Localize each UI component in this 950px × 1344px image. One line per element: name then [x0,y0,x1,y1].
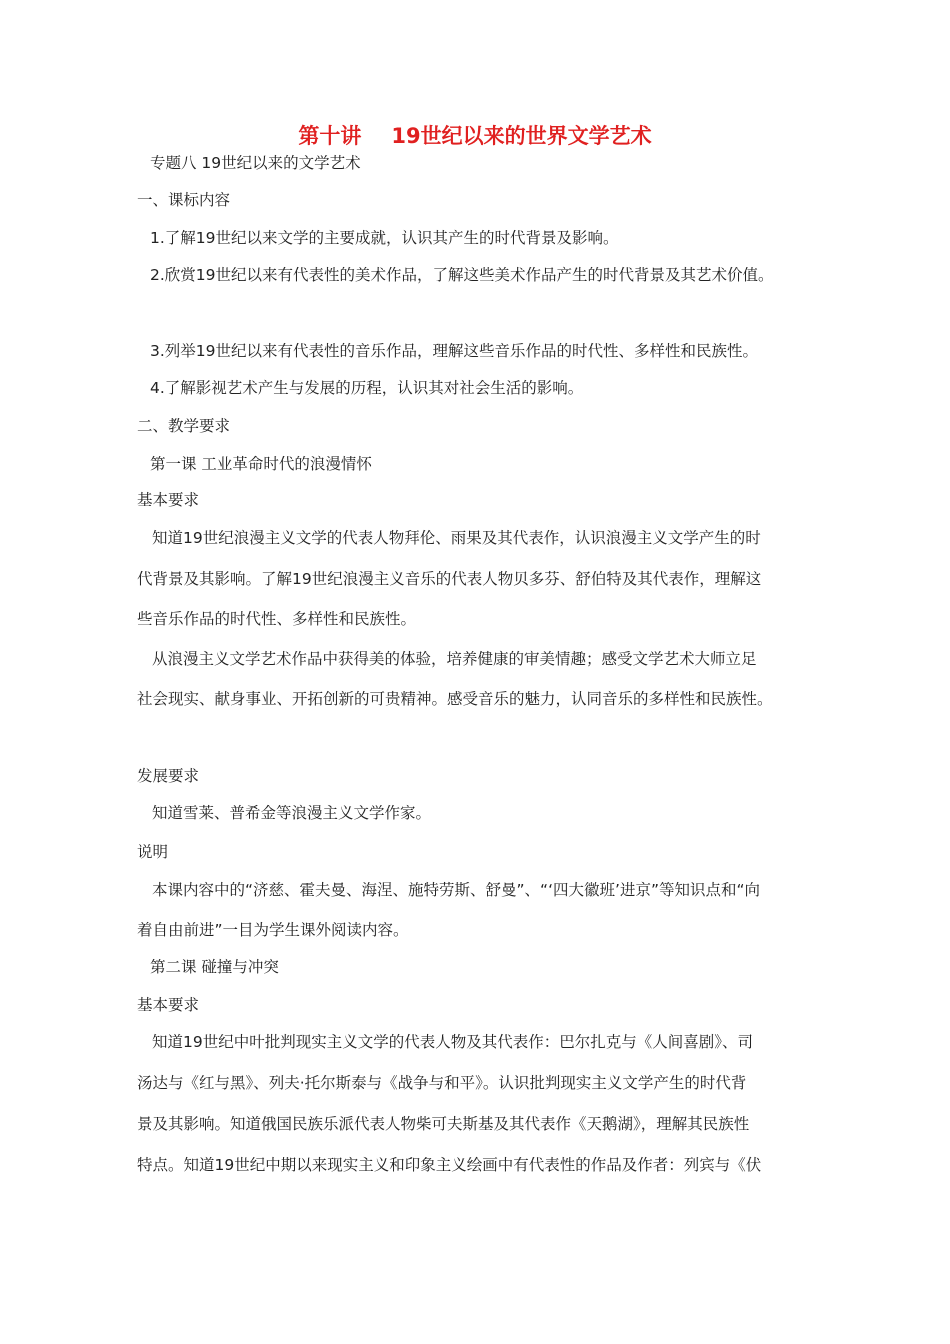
lesson1-basic-p1-line: 代背景及其影响。了解19世纪浪漫主义音乐的代表人物贝多芬、舒伯特及其代表作，理解这 [137,570,762,588]
lesson1-basic-p1-line: 些音乐作品的时代性、多样性和民族性。 [137,610,417,628]
lesson1-dev-text: 知道雪莱、普希金等浪漫主义文学作家。 [152,804,432,822]
lesson2-basic-p1-line: 景及其影响。知道俄国民族乐派代表人物柴可夫斯基及其代表作《天鹅湖》，理解其民族性 [137,1115,750,1133]
lesson1-note-line: 本课内容中的“济慈、霍夫曼、海涅、施特劳斯、舒曼”、“‘四大徽班’进京”等知识点和“向 [152,881,761,899]
section-heading-teaching: 二、教学要求 [137,417,231,435]
lesson1-basic-p1-line: 知道19世纪浪漫主义文学的代表人物拜伦、雨果及其代表作，认识浪漫主义文学产生的时 [152,529,761,547]
lesson1-basic-p2-line: 社会现实、献身事业、开拓创新的可贵精神。感受音乐的魅力，认同音乐的多样性和民族性。 [137,690,773,708]
title-lecture-number: 第十讲 [298,124,362,148]
subtitle: 专题八 19世纪以来的文学艺术 [150,154,361,172]
lesson1-note-line: 着自由前进”一目为学生课外阅读内容。 [137,921,409,939]
lesson1-note-heading: 说明 [137,843,169,861]
lesson1-basic-heading: 基本要求 [137,491,200,509]
lesson2-basic-p1-line: 汤达与《红与黑》、列夫·托尔斯泰与《战争与和平》。认识批判现实主义文学产生的时代背 [137,1074,747,1092]
title-topic: 19世纪以来的世界文学艺术 [391,124,652,148]
curriculum-item-3: 3.列举19世纪以来有代表性的音乐作品，理解这些音乐作品的时代性、多样性和民族性。 [150,342,759,360]
section-heading-curriculum: 一、课标内容 [137,191,231,209]
lesson1-title: 第一课 工业革命时代的浪漫情怀 [150,455,372,473]
lesson2-basic-p1-line: 特点。知道19世纪中期以来现实主义和印象主义绘画中有代表性的作品及作者：列宾与《伏 [137,1156,762,1174]
lesson2-basic-heading: 基本要求 [137,996,200,1014]
lesson1-basic-p2-line: 从浪漫主义文学艺术作品中获得美的体验，培养健康的审美情趣；感受文学艺术大师立足 [152,650,757,668]
document-title [0,122,950,150]
lesson2-basic-p1-line: 知道19世纪中叶批判现实主义文学的代表人物及其代表作：巴尔扎克与《人间喜剧》、司 [152,1033,753,1051]
curriculum-item-4: 4.了解影视艺术产生与发展的历程，认识其对社会生活的影响。 [150,379,584,397]
lesson2-title: 第二课 碰撞与冲突 [150,958,279,976]
curriculum-item-1: 1.了解19世纪以来文学的主要成就，认识其产生的时代背景及影响。 [150,229,619,247]
lesson1-dev-heading: 发展要求 [137,767,200,785]
curriculum-item-2: 2.欣赏19世纪以来有代表性的美术作品，了解这些美术作品产生的时代背景及其艺术价值。 [150,266,774,284]
